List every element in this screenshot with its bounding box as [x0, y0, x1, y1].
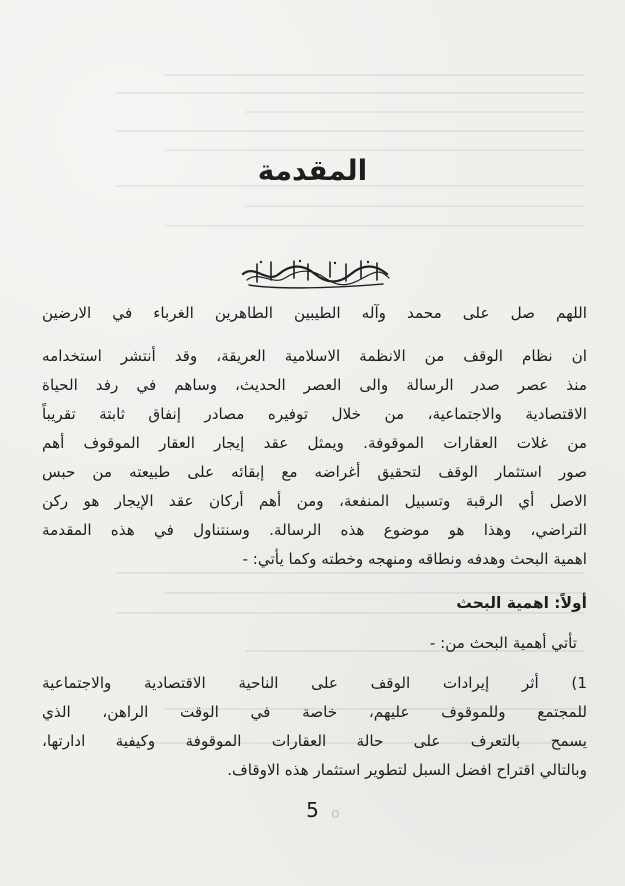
bleedthrough-line	[115, 130, 585, 132]
list-item-line-3: يسمح بالتعرف على حالة العقارات الموقوفة وكيفية ادارتها،	[42, 732, 587, 750]
bleedthrough-line	[245, 111, 585, 113]
bleedthrough-line	[115, 92, 585, 94]
section-title: أولاً: اهمية البحث	[456, 594, 587, 612]
list-item-line-4: وبالتالي اقتراح افضل السبل لتطوير استثمار هذه الاوقاف.	[227, 761, 587, 779]
paragraph-line-2: منذ عصر صدر الرسالة والى العصر الحديث، وساهم في رفد الحياة	[42, 376, 587, 394]
bleedthrough-line	[165, 74, 585, 76]
bleedthrough-line	[115, 612, 585, 614]
list-item-first-text: أثر إيرادات الوقف على الناحية الاقتصادية والاجتماعية	[42, 674, 539, 692]
bleedthrough-line	[115, 572, 585, 574]
paragraph-line-3: الاقتصادية والاجتماعية، من خلال توفيره مصادر إنفاق ثابتة تقريباً	[42, 405, 587, 423]
paragraph-line-7: التراضي، وهذا هو موضوع هذه الرسالة. وسنتناول في هذه المقدمة	[42, 521, 587, 539]
list-item-line-2: للمجتمع وللموقوف عليهم، خاصة في الوقت الراهن، الذي	[42, 703, 587, 721]
paragraph-line-4: من غلات العقارات الموقوفة. ويمثل عقد إيجار العقار الموقوف أهم	[42, 434, 587, 452]
paragraph-line-5: صور استثمار الوقف لتحقيق أغراضه مع إبقائه على طبيعته من حبس	[42, 463, 587, 481]
basmala-calligraphy	[237, 256, 393, 290]
bleedthrough-line	[165, 225, 585, 227]
list-item-number: 1)	[571, 674, 588, 692]
paragraph-line-1: ان نظام الوقف من الانظمة الاسلامية العريقة، وقد أنتشر استخدامه	[42, 347, 587, 365]
paragraph-line-8: اهمية البحث وهدفه ونطاقه ومنهجه وخطته وكما يأتي: -	[242, 550, 587, 568]
page-number: 5	[306, 798, 319, 822]
invocation-line: اللهم صل على محمد وآله الطيبين الطاهرين الغرباء في الارضين	[42, 304, 587, 322]
page-title: المقدمة	[257, 154, 368, 187]
bleedthrough-line	[245, 205, 585, 207]
section-intro: تأتي أهمية البحث من: -	[429, 634, 577, 652]
paragraph-line-6: الاصل أي الرقبة وتسبيل المنفعة، ومن أهم أركان عقد الإيجار هو ركن	[42, 492, 587, 510]
list-item-first-line	[42, 675, 587, 692]
bleedthrough-page-mark: o	[331, 806, 340, 822]
bleedthrough-line	[165, 149, 585, 151]
